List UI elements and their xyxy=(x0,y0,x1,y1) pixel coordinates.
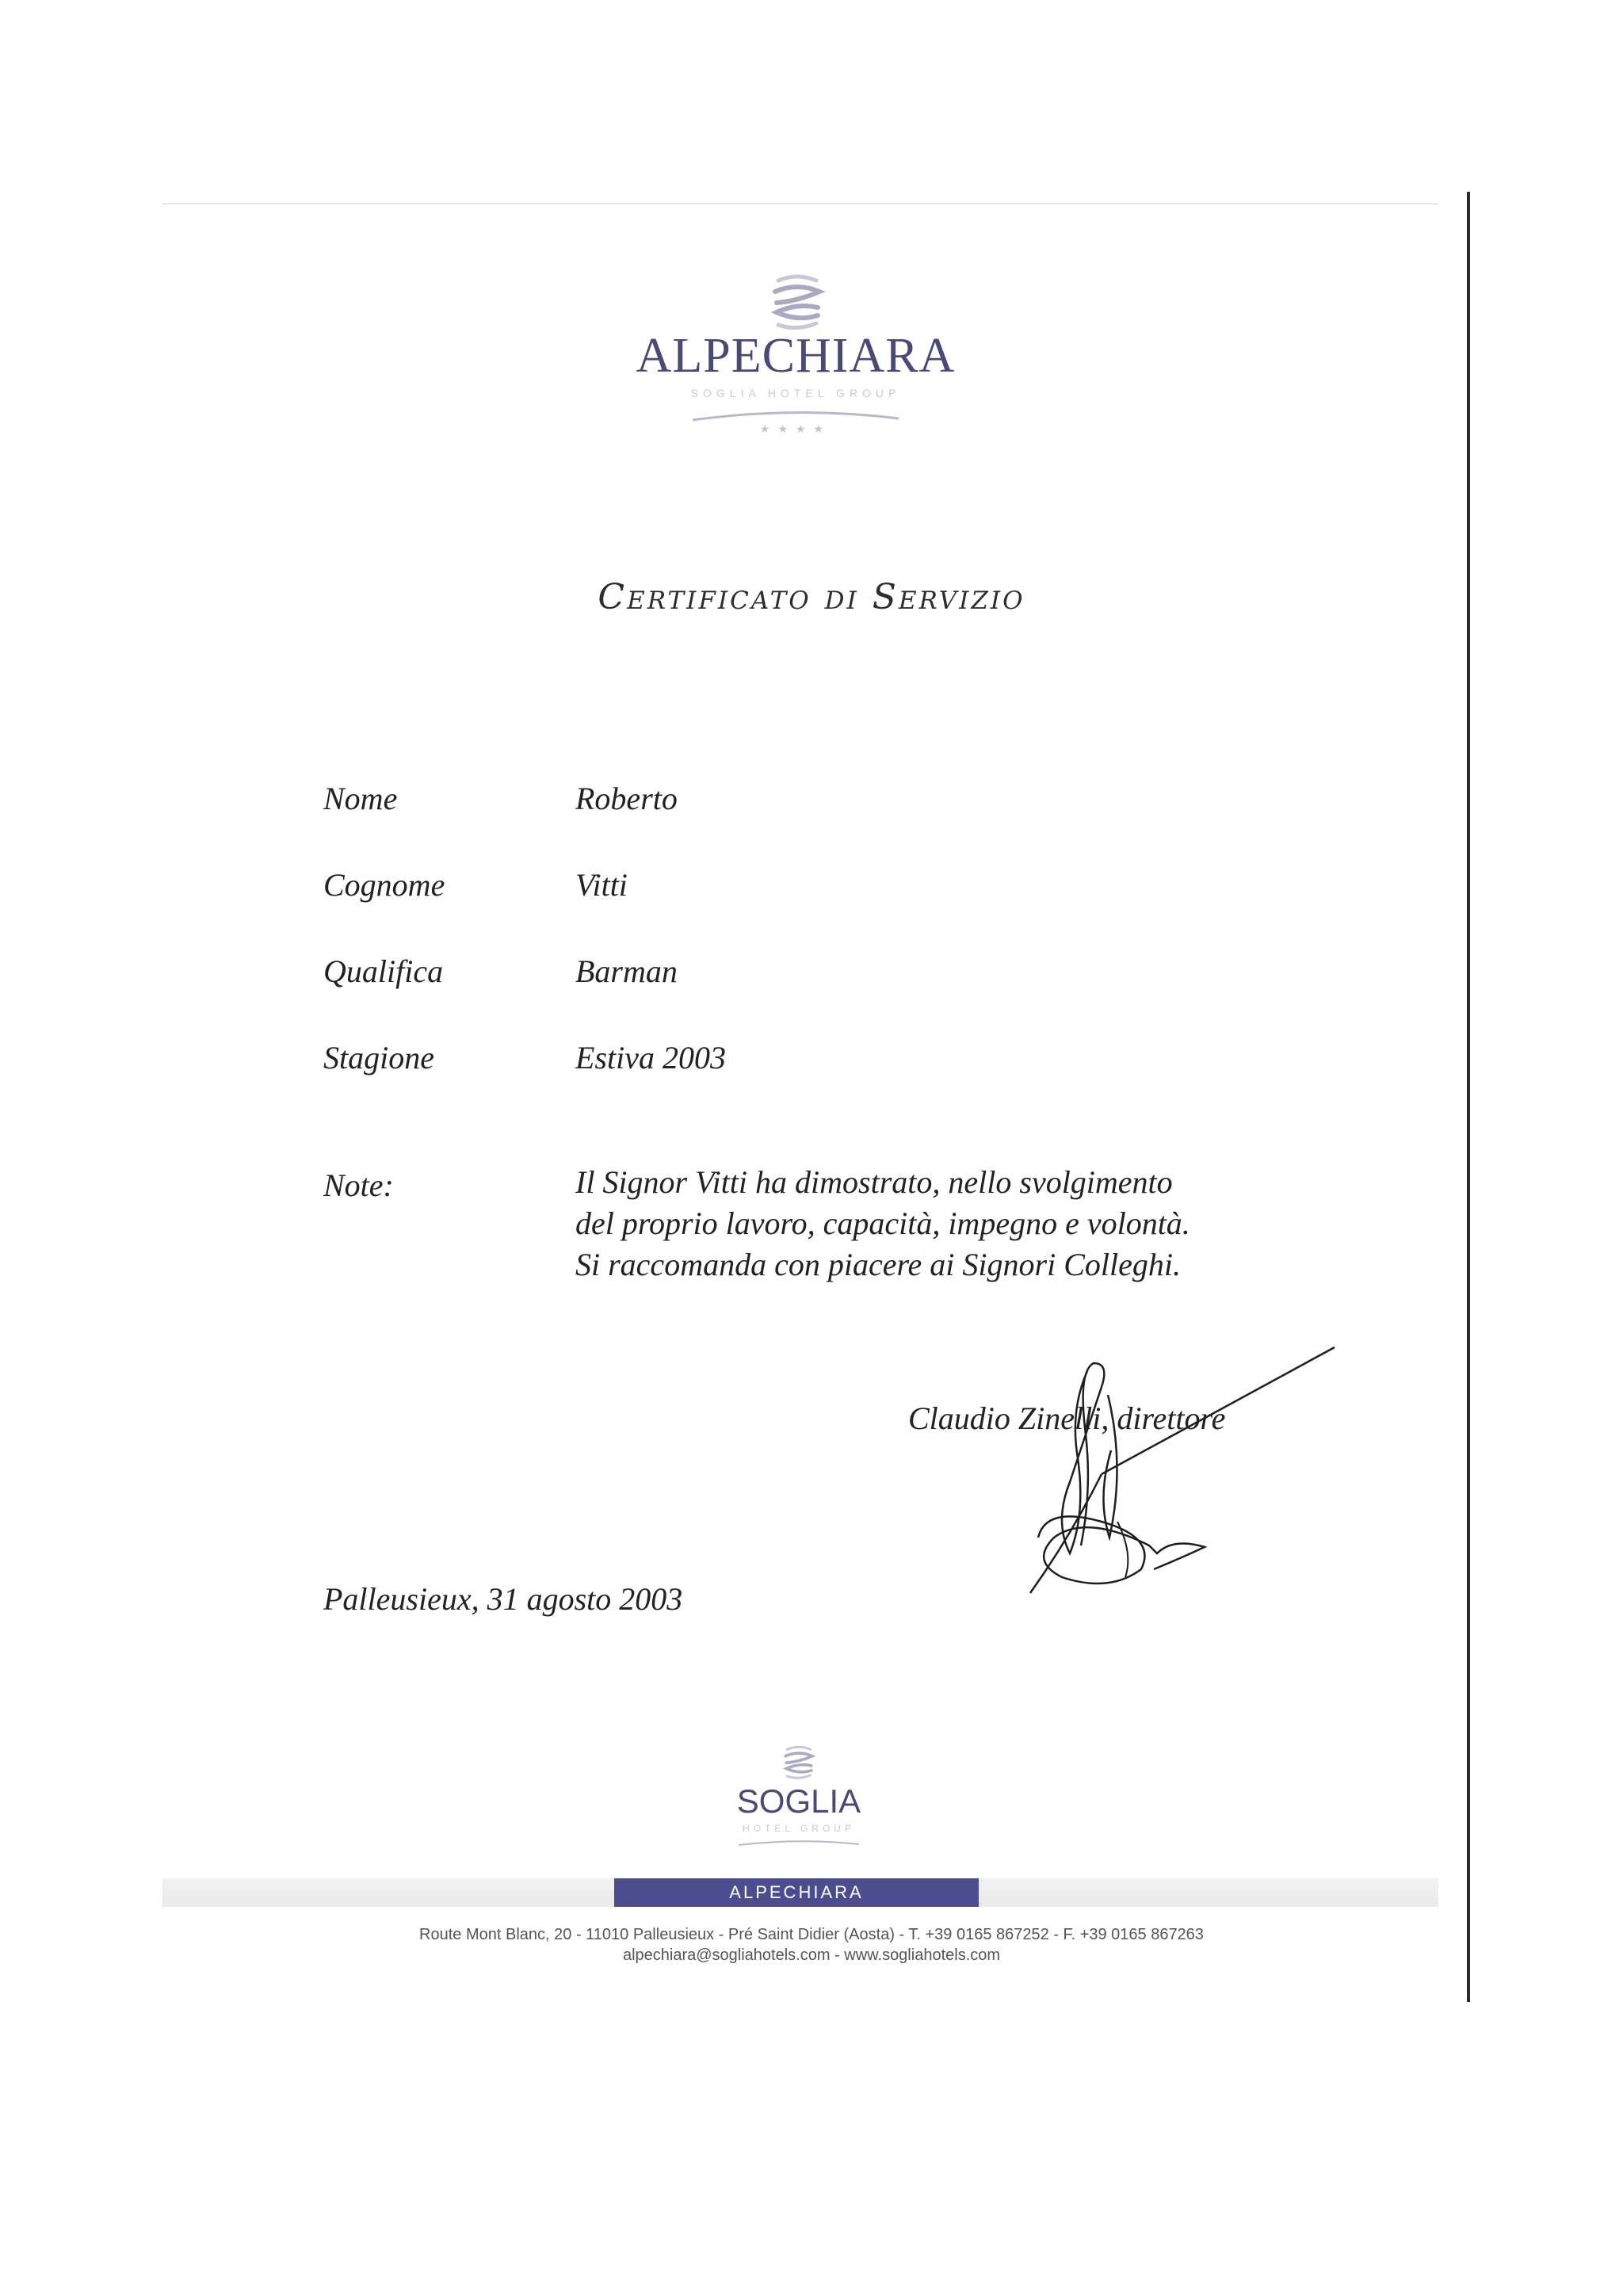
brand-name: ALPECHIARA xyxy=(636,329,956,383)
wave-s-icon xyxy=(767,271,827,331)
contact-line: alpechiara@sogliahotels.com - www.sogliahotels.com xyxy=(622,1946,1001,1964)
notes-line: Si raccomanda con piacere ai Signori Colleghi. xyxy=(575,1247,1181,1282)
footer-brand-name: SOGLIA xyxy=(736,1782,861,1820)
field-value-cognome: Vitti xyxy=(575,867,628,903)
footer-brand-subtitle: HOTEL GROUP xyxy=(743,1823,855,1834)
handwritten-signature xyxy=(1014,1339,1347,1609)
rating-stars: ★★★★ xyxy=(759,423,832,436)
swoosh-icon xyxy=(691,407,900,423)
notes-line: del proprio lavoro, capacità, impegno e volontà. xyxy=(575,1205,1190,1241)
wave-s-icon xyxy=(781,1744,817,1780)
notes-label: Note: xyxy=(323,1167,394,1203)
field-value-qualifica: Barman xyxy=(575,953,678,989)
field-label-cognome: Cognome xyxy=(323,867,445,903)
footer-band-label: ALPECHIARA xyxy=(614,1878,979,1907)
document-title: Certificato di Servizio xyxy=(598,577,1025,617)
field-label-stagione: Stagione xyxy=(323,1040,434,1075)
scan-edge xyxy=(1467,192,1470,2002)
notes-text xyxy=(575,1162,1336,1286)
notes-line: Il Signor Vitti ha dimostrato, nello svolgimento xyxy=(575,1164,1173,1200)
address-line: Route Mont Blanc, 20 - 11010 Palleusieux - Pré Saint Didier (Aosta) - T. +39 0165 867252 - F. +39 0165 867263 xyxy=(419,1926,1204,1943)
place-date: Palleusieux, 31 agosto 2003 xyxy=(323,1581,683,1617)
top-rule xyxy=(162,203,1438,204)
field-value-stagione: Estiva 2003 xyxy=(575,1040,726,1075)
field-label-qualifica: Qualifica xyxy=(323,953,444,989)
field-value-nome: Roberto xyxy=(575,781,678,816)
swoosh-icon xyxy=(737,1839,861,1847)
footer-address xyxy=(178,1924,1445,1966)
field-label-nome: Nome xyxy=(323,781,398,816)
brand-subtitle: SOGLIA HOTEL GROUP xyxy=(690,387,901,399)
signer-name: Claudio Zinelli, direttore xyxy=(908,1400,1226,1436)
